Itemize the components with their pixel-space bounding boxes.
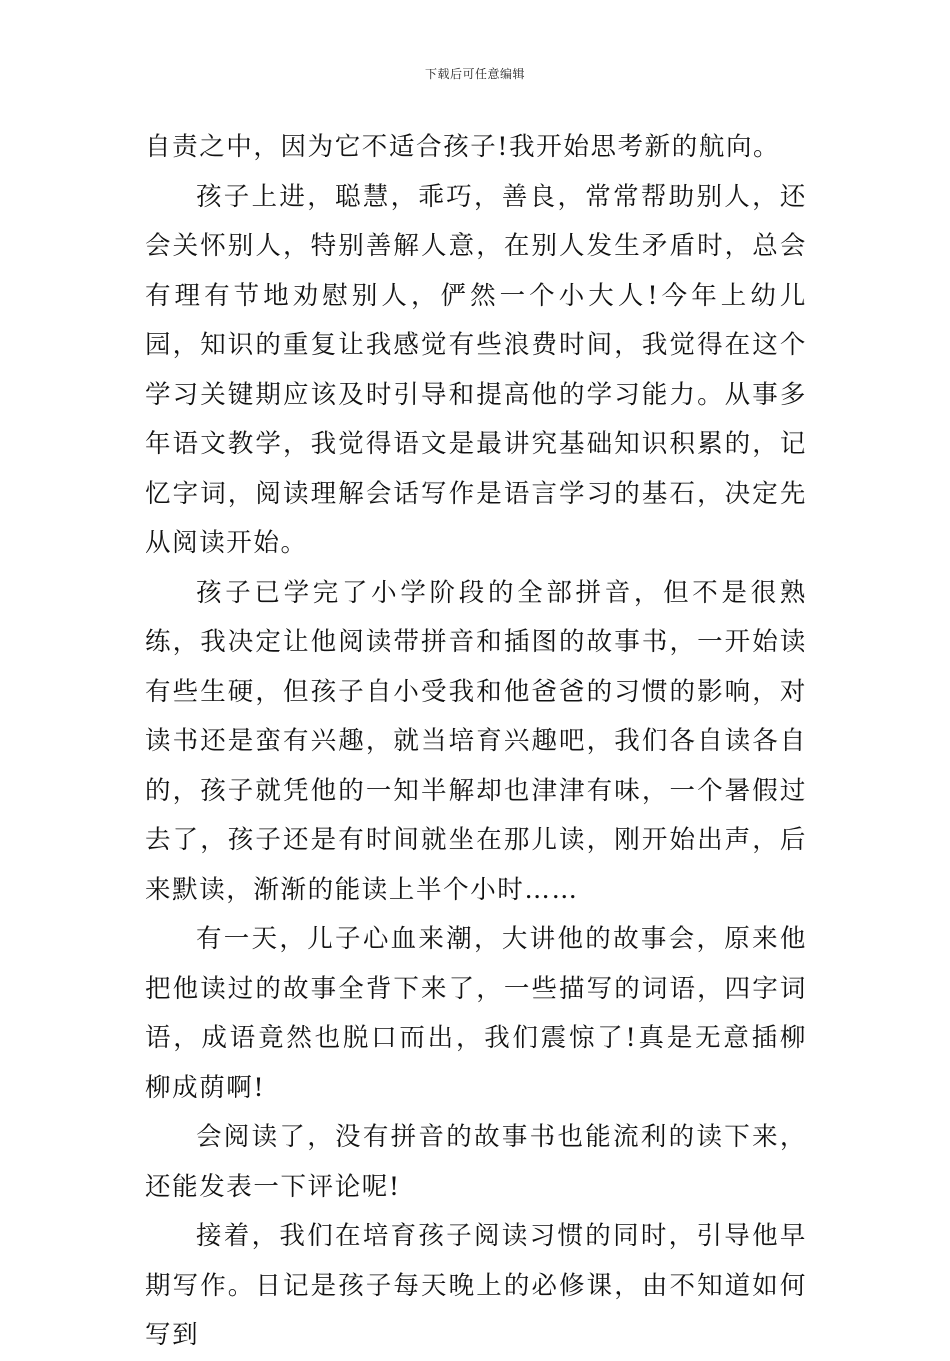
paragraph-6: 接着，我们在培育孩子阅读习惯的同时，引导他早期写作。日记是孩子每天晚上的必修课，由不知道如何写到 <box>145 1221 807 1350</box>
paragraph-2: 孩子上进，聪慧，乖巧，善良，常常帮助别人，还会关怀别人，特别善解人意，在别人发生矛盾时，总会有理有节地劝慰别人，俨然一个小大人!今年上幼儿园，知识的重复让我感觉有些浪费时间，我觉得在这个学习关键期应该及时引导和提高他的学习能力。从事多年语文教学，我觉得语文是最讲究基础知识积累的，记忆字词，阅读理解会话写作是语言学习的基石，决定先从阅读开始。 <box>145 181 807 558</box>
paragraph-5: 会阅读了，没有拼音的故事书也能流利的读下来，还能发表一下评论呢! <box>145 1122 807 1202</box>
paragraph-4: 有一天，儿子心血来潮，大讲他的故事会，原来他把他读过的故事全背下来了，一些描写的词语，四字词语，成语竟然也脱口而出，我们震惊了!真是无意插柳柳成荫啊! <box>145 924 807 1103</box>
page-header: 下载后可任意编辑 <box>424 67 525 81</box>
paragraph-1: 自责之中，因为它不适合孩子!我开始思考新的航向。 <box>145 132 781 162</box>
paragraph-3: 孩子已学完了小学阶段的全部拼音，但不是很熟练，我决定让他阅读带拼音和插图的故事书，一开始读有些生硬，但孩子自小受我和他爸爸的习惯的影响，对读书还是蛮有兴趣，就当培育兴趣吧，我们各自读各自的，孩子就凭他的一知半解却也津津有味，一个暑假过去了，孩子还是有时间就坐在那儿读，刚开始出声，后来默读，渐渐的能读上半个小时…… <box>145 577 807 905</box>
document-body <box>145 123 807 1361</box>
